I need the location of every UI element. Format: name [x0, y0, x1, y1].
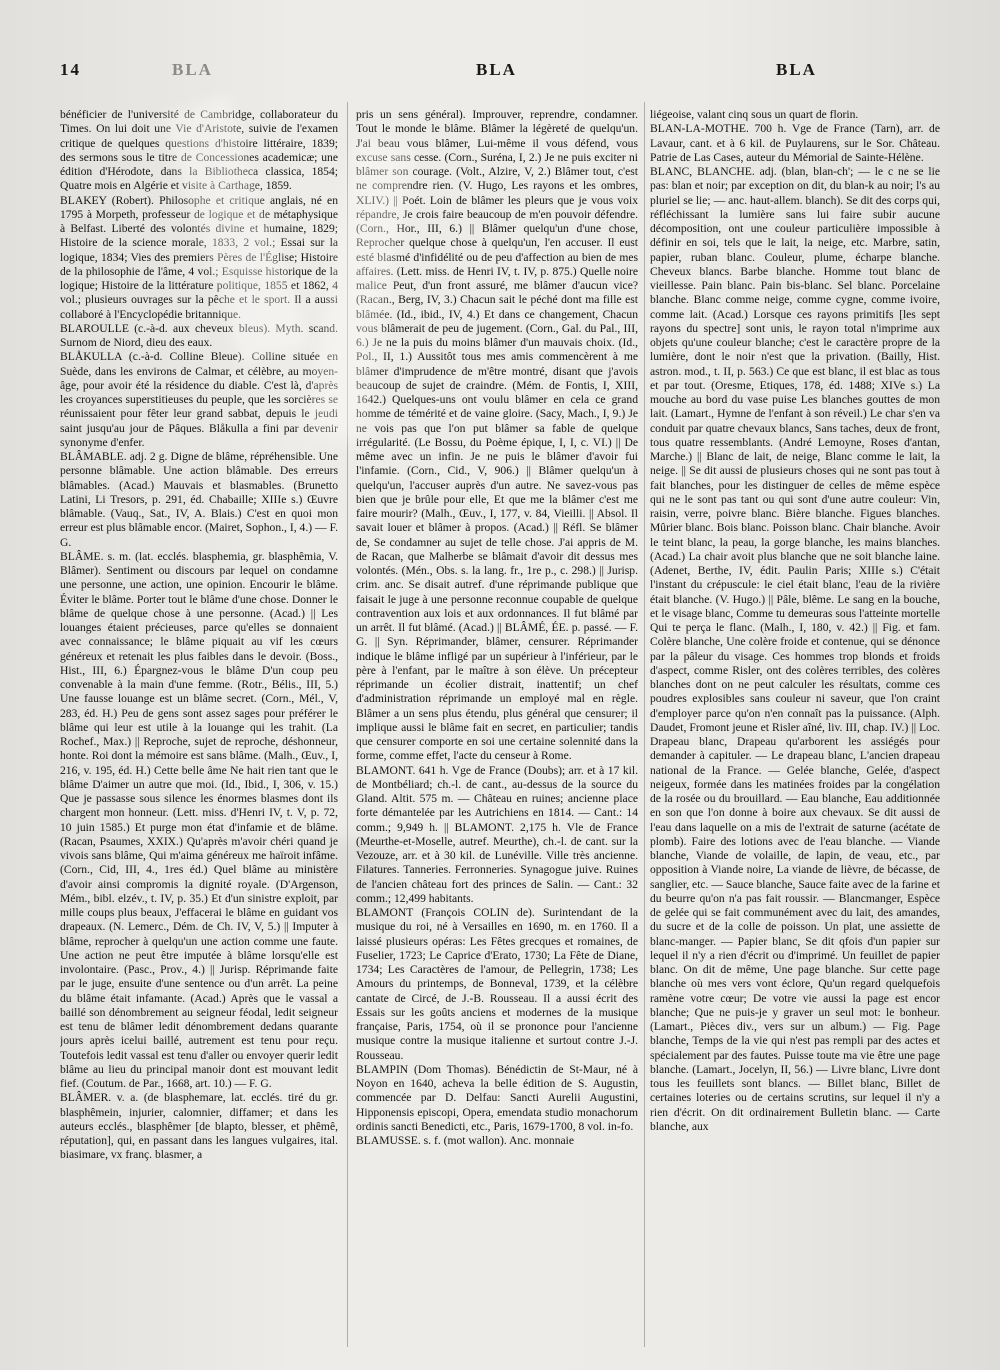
running-head-left: BLA	[172, 60, 213, 79]
entry-paragraph: pris un sens général). Improuver, reprendre, condamner. Tout le monde le blâme. Blâmer la légèreté de quelqu'un. J'ai beau vous blâmer, Lui-même il vous défend, vous excuse sans cesse. (Corn., Suréna, I, 2.) Je ne puis exciter ni blâmer son courage. (Volt., Alzire, V, 2.) Blâmer tout, c'est ne comprendre rien. (V. Hugo, Les rayons et les ombres, XLIV.) || Poét. Loin de blâmer les pleurs que je vous voix répandre, Je crois faire beaucoup de m'en pouvoir défendre. (Corn., Hor., III, 6.) || Blâmer quelqu'un d'une chose, Reprocher quelque chose à quelqu'un, l'en accuser. Il eust esté blasmé d'infidélité ou de peu d'affection au bien de mes affaires. (Lett. miss. de Henri IV, t. IV, p. 875.) Quelle noire malice Peut, d'un front assuré, me blâmer d'aucun vice? (Racan., Berg, IV, 3.) Chacun sait le péché dont ma fille est blâmée. (Id., ibid., IV, 4.) Et dans ce changement, Chacun vous blâmerait de peu de jugement. (Corn., Gal. du Pal., III, 6.) Je ne la puis du moins blâmer d'un mauvais choix. (Id., Pol., II, 1.) Aussitôt tous mes amis commencèrent à me blâmer d'imprudence de m'être montré, disant que j'avois beaucoup de sujet de craindre. (Mém. de Fontis, I, XIII, 1642.) Quelques-uns ont voulu blâmer en cela ce grand homme de témérité et de vaine gloire. (Sacy, Mach., I, 9.) Je ne vois pas que l'on put blâmer sa fable de quelque irrégularité. (Le Bossu, du Poème épique, I, I, c. VI.) || De même avec un infin. Je ne puis le blâmer d'avoir fui l'infamie. (Corn., Cid., V, 906.) || Blâmer quelqu'un à quelqu'un, l'accuser auprès d'un autre. Ne savez-vous pas bien que je brûle pour elle, Et que me la blâmer c'est me faire mourir? (Malh., Œuv., I, 177, v. 84, Vieilli. || Absol. Il savait louer et blâmer à propos. (Acad.) || Réfl. Se blâmer de, Se condamner au sujet de telle chose. J'ai appris de M. de Racan, que Malherbe se blâmait d'avoir dit dessus mes volontés. (Mén., Obs. s. la lang. fr., 1re p., c. 298.) || Jurisp. crim. anc. Se disait autref. d'une réprimande publique que faisait le juge à une personne reconnue coupable de quelque contravention aux lois et aux ordonnances. Il fut blâmé par un arrêt. Il fut blâmé. (Acad.) || BLÂMÉ, ÉE. p. passé. — F. G. || Syn. Réprimander, blâmer, censurer. Réprimander indique le blâme infligé par un supérieur à l'inférieur, par le père à l'enfant, par le maître à son élève. Un précepteur réprimande un écolier distrait, inattentif; un chef d'administration réprimande un employé mal en règle. Blâmer a un sens plus étendu, plus général que censurer; il implique aussi le blâme fait en secret, en particulier; tandis que censurer comporte en soi une certaine solennité dans la forme, comme effet, l'acte du censeur à Rome.	[356, 108, 638, 763]
page-number: 14	[60, 60, 81, 79]
column-divider	[644, 102, 645, 1347]
entry-paragraph: BLÅKULLA (c.-à-d. Colline Bleue). Colline située en Suède, dans les environs de Calmar, et célèbre, au moyen-âge, pour avoir été la résidence du diable. C'est là, d'après les croyances superstitieuses du peuple, que les sorcières se réunissaient pour fêter leur grand sabbat, depuis le jeudi saint jusqu'au jour de Pâques. Blåkulla a fini par devenir synonyme d'enfer.	[60, 350, 338, 449]
entry-paragraph: BLAROULLE (c.-à-d. aux cheveux bleus). Myth. scand. Surnom de Niord, dieu des eaux.	[60, 321, 338, 349]
entry-paragraph: liégeoise, valant cinq sous un quart de florin.	[650, 108, 859, 121]
text-column-right	[650, 108, 940, 1348]
entry-paragraph: BLAMUSSE. s. f. (mot wallon). Anc. monnaie	[356, 1134, 575, 1147]
entry-paragraph: BLÂMER. v. a. (de blasphemare, lat. ecclés. tiré du gr. blasphêmein, injurier, calomnier, diffamer; et dans les auteurs ecclés., blasphêmer [de blapto, blesser, et phêmê, réputation], qui, en passant dans les langues vulgaires, ital. biasimare, vx franç. blasmer, a	[60, 1091, 338, 1162]
entry-paragraph: bénéficier de l'université de Cambridge, collaborateur du Times. On lui doit une Vie d'Aristote, suivie de l'examen critique de quelques questions d'histoire littéraire, 1839; des sermons sous le titre de Concessiones academicæ; une édition d'Hérodote, dans la Bibliotheca classica, 1854; Quatre mois en Algérie et visite à Carthage, 1859.	[60, 108, 338, 193]
column-divider	[347, 102, 348, 1347]
entry-paragraph: BLAMONT. 641 h. Vge de France (Doubs); arr. et à 17 kil. de Montbéliard; ch.-l. de cant., au-dessus de la source du Gland. Altit. 575 m. — Château en ruines; ancienne place forte démantelée par les Autrichiens en 1814. — Cant.: 14 comm.; 9,949 h. || BLAMONT. 2,175 h. Vle de France (Meurthe-et-Moselle, autref. Meurthe), ch.-l. de cant. sur la Vezouze, arr. et à 30 kil. de Lunéville. Ville très ancienne. Filatures. Tanneries. Ferronneries. Synagogue juive. Ruines de l'ancien château fort des princes de Salin. — Cant.: 32 comm.; 12,499 habitants.	[356, 763, 638, 905]
entry-paragraph: BLAKEY (Robert). Philosophe et critique anglais, né en 1795 à Morpeth, professeur de logique et de métaphysique à Belfast. Liberté des volontés divine et humaine, 1829; Histoire de la science morale, 1833, 2 vol.; Essai sur la logique, 1834; Vies des premiers Pères de l'Église; Histoire de la philosophie de l'âme, 4 vol.; Esquisse historique de la logique; Histoire de la littérature politique, 1855 et 1862, 4 vol.; plusieurs ouvrages sur la pêche et le sport. Il a aussi collaboré à l'Encyclopédie britannique.	[60, 193, 338, 321]
running-head-right: BLA	[776, 60, 817, 79]
entry-paragraph: BLÂMABLE. adj. 2 g. Digne de blâme, répréhensible. Une personne blâmable. Une action blâmable. Des erreurs blâmables. (Acad.) Mauvais et blasmables. (Brunetto Latini, Li Tresors, p. 291, éd. Chabaille; XIIIe s.) Œuvre blâmable. (Vauq., Sat., IV, A. Blais.) C'est en quoi mon erreur est plus blâmable encor. (Mairet, Sophon., I, 4.) — F. G.	[60, 450, 338, 549]
text-column-middle	[356, 108, 638, 1348]
entry-paragraph: BLAN-LA-MOTHE. 700 h. Vge de France (Tarn), arr. de Lavaur, cant. et à 6 kil. de Puylaurens, sur le Sor. Château. Patrie de Las Cases, auteur du Mémorial de Sainte-Hélène.	[650, 122, 940, 164]
entry-paragraph: BLÂME. s. m. (lat. ecclés. blasphemia, gr. blasphêmia, V. Blâmer). Sentiment ou discours par lequel on condamne une personne, une action, une opinion. Encourir le blâme. Éviter le blâme. Porter tout le blâme d'une chose. Donner le blâme de quelque chose à une personne. (Acad.) || Les louanges étaient précieuses, parce qu'elles se donnaient avec connaissance; le blâme piquait au vif les cœurs généreux et retenait les plus faibles dans le devoir. (Boss., Hist., III, 6.) Épargnez-vous le blâme D'un coup peu convenable à la main d'une femme. (Rotr., Bélis., III, 5.) Une fausse louange est un blâme secret. (Corn., Mél., V, 283, éd. H.) Peu de gens sont assez sages pour préférer le blâme qui leur est utile à la louange qui les trahit. (La Rochef., Max.) || Reproche, sujet de reproche, déshonneur, honte. Roi dont la mémoire est sans blâme. (Malh., Œuv., I, 216, v. 195, éd. H.) Cette belle âme Ne hait rien tant que le blâme D'aimer un autre que moi. (Id., Ibid., I, 306, v. 15.) Que je passasse sous silence les énormes blasmes dont ils chargent mon honneur. (Lett. miss. d'Henri IV, t. V, p. 72, 10 juin 1585.) Et purge mon état d'infamie et de blâme. (Racan, Psaumes, XXIX.) Qu'après m'avoir chéri quand je vivois sans blâme, Qui m'aima généreux me haïroit infâme. (Corn., Cid, III, 4., 1res éd.) Quel blâme au ministère d'avoir ainsi compromis la dignité royale. (D'Argenson, Mém., bibl. elzév., t. IV, p. 35.) Et d'un sinistre exploit, par mille coups plus beaux, J'effacerai le blâme en guidant vos drapeaux. (N. Lemerc., Dém. de Ch. IV, V, 5.) || Imputer à blâme, reprocher à quelqu'un une action comme une faute. Une action ne peut être imputée à blâme lorsqu'elle est involontaire. (Pasc., Prov., 4.) || Jurisp. Réprimande faite par le juge, ensuite d'une sentence ou d'un arrêt. La peine du blâme était infamante. (Acad.) Après que le vassal a baillé son dénombrement au seigneur féodal, ledit seigneur est tenu de blâmer ledit dénombrement dedans quarante jours après icelui baillé, autrement est tenu pour reçu. Toutefois ledit vassal est tenu d'aller ou envoyer querir ledit blâme au lieu du principal manoir dont est mouvant ledit fief. (Coutum. de Par., 1668, art. 10.) — F. G.	[60, 549, 338, 1090]
text-column-left	[60, 108, 338, 1348]
running-head-center: BLA	[476, 60, 517, 79]
entry-paragraph: BLAMPIN (Dom Thomas). Bénédictin de St-Maur, né à Noyon en 1640, acheva la belle édition de S. Augustin, commencée par D. Delfau: Sancti Aurelii Augustini, Hipponensis episcopi, Opera, emendata studio monachorum ordinis sancti Benedicti, etc., Paris, 1679-1700, 8 vol. in-fo.	[356, 1062, 638, 1133]
entry-paragraph: BLANC, BLANCHE. adj. (blan, blan-ch'; — le c ne se lie pas: blan et noir; par exception on dit, du blan-k au noir; l's au pluriel se lie; — anc. haut-allem. blanch). Se dit des corps qui, réfléchissant la lumière sans lui faire subir aucune décomposition, ont une couleur particulière impossible à définir en soi, tels que le lait, la neige, etc. Marbre, satin, papier, ruban blanc. Couleur, plume, écharpe blanche. Cheveux blancs. Barbe blanche. Homme tout blanc de vieillesse. Pain blanc. Pain bis-blanc. Sel blanc. Porcelaine blanche. Blanc comme neige, comme cygne, comme ivoire, comme lait. (Acad.) Lorsque ces rayons primitifs [les sept rayons du spectre] sont unis, le rayon total n'imprime aux objets qu'une couleur blanche; c'est le caractère propre de la lumière, dont le noir n'est que la privation. (Bailly, Hist. astron. mod., t. II, p. 563.) Ce que est blanc, il est blac as tous et par tout. (Oresme, Etiques, 178, éd. 1488; XIVe s.) La mouche au bord du vase puise Les blanches gouttes de mon lait. (Lamart., Hymne de l'enfant à son réveil.) Le char s'en va conduit par quatre chevaux blancs, Sans taches, deux de front, tous quatre ressemblants. (André Lemoyne, Roses d'antan, Marche.) || Blanc de lait, de neige, Blanc comme le lait, la neige. || Se dit aussi de plusieurs choses qui ne sont pas tout à fait blanches, pour les distinguer de celles de même espèce qui ne le sont pas tant ou qui sont d'une autre couleur: Vin, raisin, verre, poivre blanc. Bière blanche. Figues blanches. Mûrier blanc. Bois blanc. Poisson blanc. Chair blanche. Avoir le teint blanc, la peau, la gorge blanche, les mains blanches. (Acad.) La chair avoit plus blanche que ne soit blanche laine. (Adenet, Berthe, IV, édit. Paulin Paris; XIIIe s.) C'était l'instant du crépuscule: le ciel était blanc, l'eau de la rivière était blanche. (V. Hugo.) || Pâle, blême. Le sang en la bouche, et le visage blanc, Comme tu demeuras sous l'atteinte mortelle Qui te perça le flanc. (Malh., I, 180, v. 42.) || Fig. et fam. Colère blanche, Une colère froide et contenue, qui se dénonce par la pâleur du visage. Ces hommes trop blonds et froids d'aspect, comme Risler, ont des colères terribles, des colères blanches dont on ne peut calculer les résultats, comme ces poudres explosibles sans couleur ni saveur, que l'on craint d'employer parce qu'on n'en connaît pas la puissance. (Alph. Daudet, Fromont jeune et Risler aîné, liv. III, chap. IV.) || Loc. Drapeau blanc, Drapeau qu'arborent les assiégés pour demander à capituler. — Le drapeau blanc, L'ancien drapeau national de la France. — Gelée blanche, Gelée, d'aspect neigeux, formée dans les matinées froides par la congélation de la rosée ou du brouillard. — Eau blanche, Eau additionnée en son que l'on donne à boire aux chevaux. Se dit aussi de l'eau dans laquelle on a mis de l'extrait de saturne (acétate de plomb). Faire des lotions avec de l'eau blanche. — Viande blanche, Viande de volaille, de lapin, de veau, etc., par opposition à Viande noire, La viande de lièvre, de bécasse, de sanglier, etc. — Sauce blanche, Sauce faite avec de la farine et du beurre qu'on n'a pas fait roussir. — Blancmanger, Espèce de gelée qui se fait communément avec du lait, des amandes, du sucre et de la colle de poisson. Un plat, une assiette de blanc-manger. — Papier blanc, Se dit qfois d'un papier sur lequel il n'y a rien d'écrit ou d'imprimé. Un feuillet de papier blanc. On dit de même, Une page blanche. Sur cette page blanche où mes vers vont éclore, Qu'un regard quelquefois ramène votre cœur; De votre vie aussi la page est encor blanche; Que ne puis-je y graver un seul mot: le bonheur. (Lamart., Pièces div., vers sur un album.) — Fig. Page blanche, Temps de la vie qui n'est pas rempli par des actes et spécialement par des fautes. Puisse toute ma vie être une page blanche. (Lamart., Jocelyn, II, 56.) — Livre blanc, Livre dont tous les feuillets sont blancs. — Billet blanc, Billet de certaines loteries ou de certains scrutins, sur lequel il n'y a rien d'écrit. On dit ordinairement Bulletin blanc. — Carte blanche, aux	[650, 165, 940, 1133]
entry-paragraph: BLAMONT (François COLIN de). Surintendant de la musique du roi, né à Versailles en 1690, m. en 1760. Il a laissé plusieurs opéras: Les Fêtes grecques et romaines, de Fuselier, 1723; Le Caprice d'Erato, 1730; La Fête de Diane, 1734; Les Caractères de l'amour, de Pellegrin, 1738; Les Amours du printemps, de Bonneval, 1739, et la célèbre cantate de Circé, de J.-B. Rousseau. Il a aussi écrit des Essais sur les goûts anciens et modernes de la musique française, Paris, 1754, où il se prononce pour l'ancienne musique contre la musique italienne et surtout contre J.-J. Rousseau.	[356, 906, 638, 1062]
